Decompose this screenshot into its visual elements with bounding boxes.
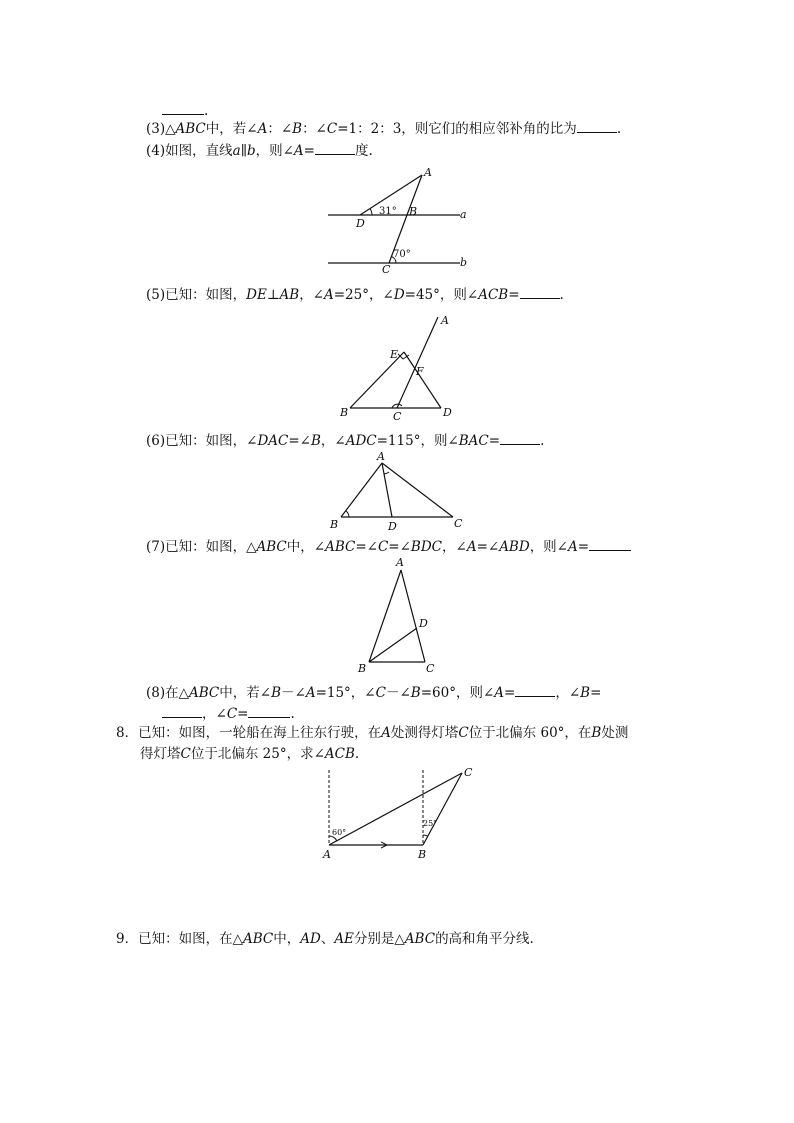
figure-triangle-7 — [355, 555, 445, 675]
text-span: ABC — [256, 539, 287, 555]
text-span: =∠ — [476, 539, 500, 555]
text-span: ，则∠ — [529, 539, 568, 555]
text-span: C — [458, 725, 469, 741]
text-span: (3)△ — [146, 121, 176, 137]
q2-tail — [162, 100, 208, 120]
text-span: ABC — [189, 685, 220, 701]
text-span: =115°，则∠ — [376, 433, 459, 449]
label-F: F — [416, 365, 424, 378]
question-4 — [146, 140, 373, 160]
text-span: =∠ — [355, 539, 378, 555]
label-D: D — [356, 217, 365, 230]
text-span: ABD — [499, 539, 530, 555]
text-span: AE — [334, 931, 354, 947]
answer-blank[interactable] — [162, 100, 204, 115]
text-span: ABC — [325, 539, 356, 555]
label-D: D — [388, 520, 397, 533]
label-B: B — [418, 848, 427, 861]
text-span: 位于北偏东 60°，在 — [468, 725, 592, 741]
figure-ship-lighthouse — [315, 765, 485, 865]
answer-blank[interactable] — [589, 536, 631, 551]
text-span: (5)已知：如图， — [146, 287, 247, 303]
text-span: =15°，∠ — [315, 685, 376, 701]
text-span: (6)已知：如图，∠ — [146, 433, 258, 449]
text-span: 中，∠ — [286, 539, 326, 555]
question-3 — [146, 118, 621, 138]
angle-31: 31° — [379, 206, 397, 217]
label-A: A — [396, 556, 404, 569]
label-B: B — [340, 406, 349, 419]
question-8-cont — [162, 703, 295, 723]
answer-blank[interactable] — [162, 703, 202, 718]
text-span: A — [568, 539, 578, 555]
label-D: D — [443, 406, 452, 419]
question-6 — [146, 430, 544, 450]
text-span: ，∠ — [442, 539, 467, 555]
text-span: 9． — [116, 931, 139, 947]
angle-25: 25° — [423, 819, 438, 828]
text-span: 处测 — [601, 725, 629, 741]
text-span: BAC — [458, 433, 489, 449]
text-span: C — [377, 539, 389, 555]
text-span: = — [303, 143, 315, 159]
label-A: A — [323, 848, 331, 861]
text-span: 分别是△ — [353, 931, 405, 947]
text-span: 位于北偏东 25°，求∠ — [190, 746, 325, 762]
text-span: (8)在△ — [146, 685, 190, 701]
answer-blank[interactable] — [515, 682, 555, 697]
label-A: A — [377, 450, 385, 463]
text-span: = — [488, 433, 501, 449]
text-span: =60°，则∠ — [420, 685, 495, 701]
text-span: 已知：如图，在△ — [138, 931, 243, 947]
text-span: ，∠ — [202, 706, 227, 722]
text-span: 得灯塔 — [140, 746, 181, 762]
text-span: ADC — [345, 433, 377, 449]
text-span: C — [226, 706, 238, 722]
text-span: C — [326, 121, 338, 137]
text-span: 8． — [116, 725, 139, 741]
text-span: B — [591, 725, 602, 741]
text-span: ∥ — [240, 143, 247, 159]
text-span: ABC — [242, 931, 274, 947]
text-span: A — [293, 143, 304, 159]
text-span: ⊥ — [266, 287, 280, 303]
text-span: ACB — [324, 746, 355, 762]
label-C: C — [454, 517, 463, 530]
text-span: D — [393, 287, 405, 303]
text-span: ，∠ — [555, 685, 581, 701]
text-span: =1：2：3，则它们的相应邻补角的比为 — [337, 121, 577, 137]
angle-70: 70° — [393, 249, 411, 260]
text-span: AD — [300, 931, 321, 947]
text-span: 处测得灯塔 — [390, 725, 459, 741]
label-C: C — [464, 766, 473, 779]
text-span: AB — [279, 287, 300, 303]
text-span: = — [508, 287, 520, 303]
text-span: = — [237, 706, 249, 722]
text-span: =∠ — [388, 539, 411, 555]
label-B: B — [409, 205, 418, 218]
label-E: E — [390, 348, 399, 361]
problem-8-line1 — [116, 724, 628, 742]
label-A: A — [441, 314, 449, 327]
label-B: B — [358, 662, 367, 675]
text-span: ，则∠ — [255, 143, 294, 159]
text-span: . — [204, 103, 209, 119]
label-A: A — [424, 166, 432, 179]
label-C: C — [382, 263, 391, 276]
text-span: B — [271, 685, 281, 701]
text-span: = — [577, 539, 590, 555]
text-span: 中， — [273, 931, 301, 947]
label-a: a — [460, 208, 467, 221]
text-span: A — [324, 287, 334, 303]
text-span: = — [504, 685, 516, 701]
text-span: ABC — [175, 121, 206, 137]
text-span: . — [559, 287, 564, 303]
answer-blank[interactable] — [500, 430, 540, 445]
text-span: DE — [246, 287, 267, 303]
text-span: A — [381, 725, 391, 741]
label-C: C — [426, 662, 435, 675]
angle-60: 60° — [332, 828, 347, 837]
text-span: 度. — [354, 143, 373, 159]
text-span: 中，若∠ — [219, 685, 272, 701]
problem-8-line2 — [140, 745, 359, 763]
text-span: BDC — [410, 539, 442, 555]
text-span: B — [292, 121, 303, 137]
figure-parallel-lines — [320, 165, 480, 280]
text-span: DAC — [257, 433, 289, 449]
figure-triangle-5 — [335, 310, 465, 425]
question-5 — [146, 284, 564, 304]
text-span: b — [246, 143, 256, 159]
text-span: =∠ — [288, 433, 311, 449]
label-D: D — [419, 617, 428, 630]
text-span: 中，若∠ — [205, 121, 258, 137]
text-span: 的高和角平分线. — [435, 931, 534, 947]
text-span: A — [305, 685, 316, 701]
text-span: = — [590, 685, 602, 701]
text-span: ，∠ — [299, 287, 324, 303]
text-span: 、 — [320, 931, 335, 947]
text-span: =45°，则∠ — [404, 287, 479, 303]
text-span: C — [375, 685, 386, 701]
problem-9 — [116, 930, 534, 948]
text-span: －∠ — [281, 685, 306, 701]
text-span: . — [354, 746, 360, 762]
answer-blank[interactable] — [315, 140, 355, 155]
text-span: B — [410, 685, 421, 701]
text-span: B — [580, 685, 591, 701]
text-span: A — [466, 539, 477, 555]
label-b: b — [460, 256, 468, 269]
text-span: =25°，∠ — [333, 287, 394, 303]
text-span: A — [257, 121, 268, 137]
text-span: (4)如图，直线 — [146, 143, 233, 159]
text-span: B — [310, 433, 321, 449]
question-8 — [146, 682, 601, 702]
text-span: ABC — [404, 931, 436, 947]
text-span: . — [290, 706, 295, 722]
text-span: . — [540, 433, 545, 449]
text-span: (7)已知：如图，△ — [146, 539, 257, 555]
text-span: . — [616, 121, 622, 137]
question-7 — [146, 536, 631, 556]
answer-blank[interactable] — [248, 703, 290, 718]
text-span: A — [494, 685, 505, 701]
text-span: C — [180, 746, 191, 762]
text-span: ，∠ — [320, 433, 346, 449]
answer-blank[interactable] — [577, 118, 617, 133]
text-span: －∠ — [385, 685, 411, 701]
label-B: B — [330, 518, 339, 531]
figure-triangle-6 — [325, 450, 470, 535]
text-span: a — [232, 143, 241, 159]
label-C: C — [393, 410, 402, 423]
text-span: ：∠ — [302, 121, 327, 137]
text-span: 已知：如图，一轮船在海上往东行驶，在 — [138, 725, 382, 741]
answer-blank[interactable] — [520, 284, 560, 299]
text-span: ACB — [478, 287, 509, 303]
text-span: ：∠ — [267, 121, 293, 137]
